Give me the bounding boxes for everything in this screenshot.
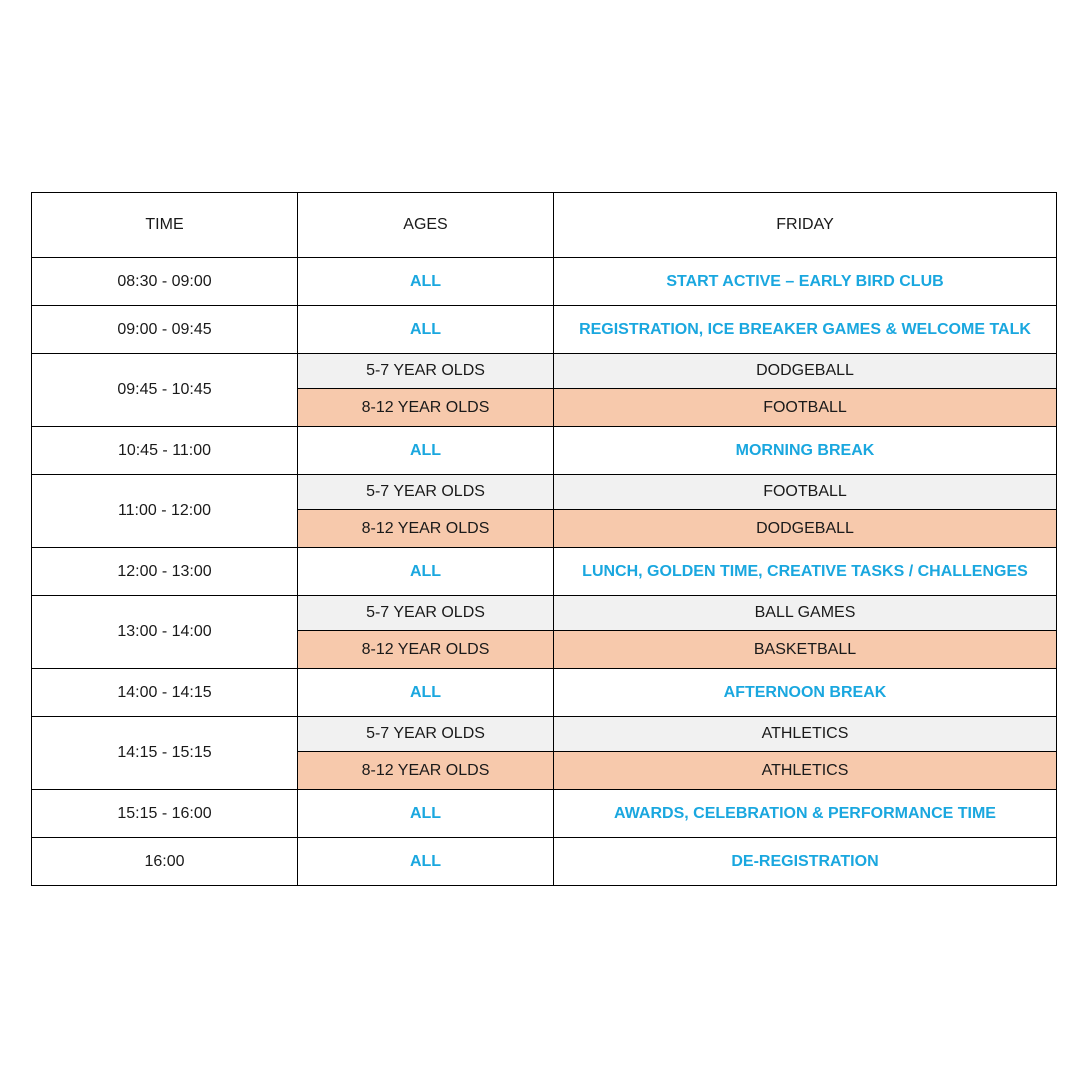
activity-cell: FOOTBALL (554, 389, 1057, 427)
table-row (32, 548, 1057, 596)
time-cell: 10:45 - 11:00 (32, 427, 298, 475)
activity-cell: REGISTRATION, ICE BREAKER GAMES & WELCOME TALK (554, 306, 1057, 354)
ages-cell: ALL (298, 790, 554, 838)
activity-cell: BALL GAMES (554, 596, 1057, 631)
table-row (32, 790, 1057, 838)
activity-cell: LUNCH, GOLDEN TIME, CREATIVE TASKS / CHALLENGES (554, 548, 1057, 596)
activity-cell: AFTERNOON BREAK (554, 669, 1057, 717)
table-row (32, 717, 1057, 752)
ages-cell: 5-7 YEAR OLDS (298, 717, 554, 752)
activity-cell: BASKETBALL (554, 631, 1057, 669)
day-column-header: FRIDAY (554, 193, 1057, 258)
ages-cell: ALL (298, 258, 554, 306)
ages-cell: ALL (298, 306, 554, 354)
ages-cell: ALL (298, 548, 554, 596)
ages-cell: ALL (298, 838, 554, 886)
activity-cell: DE-REGISTRATION (554, 838, 1057, 886)
time-cell: 15:15 - 16:00 (32, 790, 298, 838)
schedule-table (31, 192, 1057, 886)
activity-cell: ATHLETICS (554, 717, 1057, 752)
table-row (32, 258, 1057, 306)
ages-cell: ALL (298, 427, 554, 475)
time-cell: 12:00 - 13:00 (32, 548, 298, 596)
ages-cell: 8-12 YEAR OLDS (298, 752, 554, 790)
time-cell: 11:00 - 12:00 (32, 475, 298, 548)
table-row (32, 427, 1057, 475)
activity-cell: START ACTIVE – EARLY BIRD CLUB (554, 258, 1057, 306)
table-row (32, 596, 1057, 631)
time-cell: 09:00 - 09:45 (32, 306, 298, 354)
ages-cell: 5-7 YEAR OLDS (298, 596, 554, 631)
time-cell: 16:00 (32, 838, 298, 886)
time-cell: 08:30 - 09:00 (32, 258, 298, 306)
header-row (32, 193, 1057, 258)
time-cell: 14:00 - 14:15 (32, 669, 298, 717)
ages-column-header: AGES (298, 193, 554, 258)
ages-cell: 5-7 YEAR OLDS (298, 354, 554, 389)
ages-cell: 8-12 YEAR OLDS (298, 389, 554, 427)
activity-cell: AWARDS, CELEBRATION & PERFORMANCE TIME (554, 790, 1057, 838)
time-column-header: TIME (32, 193, 298, 258)
activity-cell: MORNING BREAK (554, 427, 1057, 475)
activity-cell: ATHLETICS (554, 752, 1057, 790)
table-row (32, 669, 1057, 717)
activity-cell: DODGEBALL (554, 510, 1057, 548)
time-cell: 14:15 - 15:15 (32, 717, 298, 790)
activity-cell: DODGEBALL (554, 354, 1057, 389)
table-row (32, 354, 1057, 389)
ages-cell: 5-7 YEAR OLDS (298, 475, 554, 510)
table-row (32, 838, 1057, 886)
ages-cell: 8-12 YEAR OLDS (298, 631, 554, 669)
ages-cell: 8-12 YEAR OLDS (298, 510, 554, 548)
time-cell: 13:00 - 14:00 (32, 596, 298, 669)
table-row (32, 306, 1057, 354)
ages-cell: ALL (298, 669, 554, 717)
time-cell: 09:45 - 10:45 (32, 354, 298, 427)
table-row (32, 475, 1057, 510)
activity-cell: FOOTBALL (554, 475, 1057, 510)
